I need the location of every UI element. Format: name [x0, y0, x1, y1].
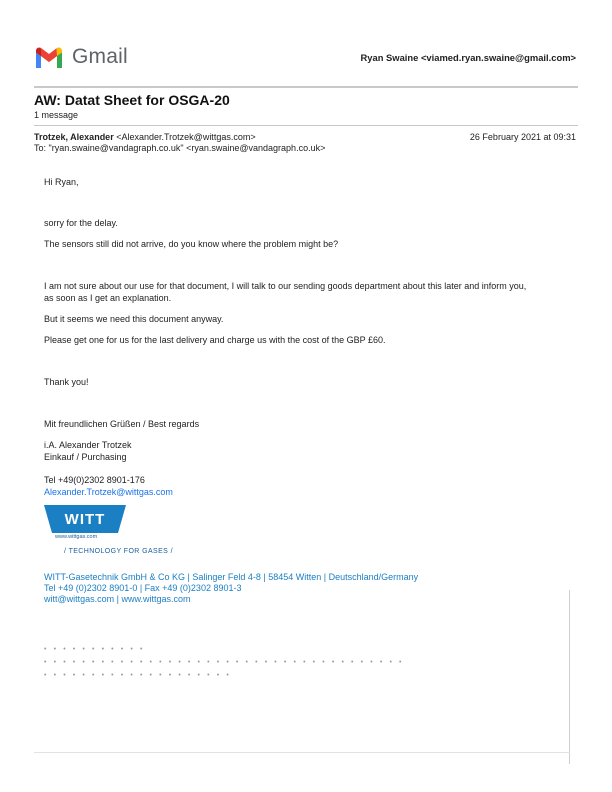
body-paragraph-3-line-1: I am not sure about our use for that document, I will talk to our sending goods department about this later and inform you,	[44, 281, 527, 291]
header-divider	[34, 86, 578, 88]
company-web[interactable]: witt@wittgas.com | www.wittgas.com	[44, 594, 191, 604]
gmail-logo	[34, 44, 128, 70]
regards-line: Mit freundlichen Grüßen / Best regards	[44, 419, 200, 429]
gmail-wordmark: Gmail	[72, 45, 128, 68]
signature-email-link[interactable]: Alexander.Trotzek@wittgas.com	[44, 487, 173, 497]
gmail-m-icon	[34, 46, 64, 68]
body-paragraph-4: But it seems we need this document anyway.	[44, 314, 224, 324]
recipient: To: "ryan.swaine@vandagraph.co.uk" <ryan.swaine@vandagraph.co.uk>	[34, 143, 326, 153]
message-date: 26 February 2021 at 09:31	[469, 132, 576, 142]
thanks-line: Thank you!	[44, 377, 89, 387]
account-label: Ryan Swaine <viamed.ryan.swaine@gmail.com>	[360, 52, 576, 63]
greeting: Hi Ryan,	[44, 177, 79, 187]
bottom-divider	[34, 752, 570, 753]
thread-subject: AW: Datat Sheet for OSGA-20	[34, 92, 230, 108]
sender	[34, 132, 256, 142]
witt-tagline: / TECHNOLOGY FOR GASES /	[64, 548, 173, 555]
sender-email: <Alexander.Trotzek@wittgas.com>	[116, 132, 256, 142]
signature-role: Einkauf / Purchasing	[44, 452, 127, 462]
subject-divider	[34, 125, 578, 126]
body-paragraph-3-line-2: as soon as I get an explanation.	[44, 293, 172, 303]
body-paragraph-2: The sensors still did not arrive, do you know where the problem might be?	[44, 239, 339, 249]
witt-logo-text: WITT	[64, 511, 106, 528]
body-paragraph-5: Please get one for us for the last delivery and charge us with the cost of the GBP £60.	[44, 335, 386, 345]
witt-logo-url: www.wittgas.com	[55, 534, 98, 540]
signature-tel: Tel +49(0)2302 8901-176	[44, 475, 145, 485]
message-count: 1 message	[34, 110, 79, 120]
company-phone-fax: Tel +49 (0)2302 8901-0 | Fax +49 (0)2302 8901-3	[44, 583, 242, 593]
body-paragraph-1: sorry for the delay.	[44, 218, 118, 228]
dot-line-1: • • • • • • • • • • •	[44, 646, 146, 653]
dot-line-3: • • • • • • • • • • • • • • • • • • • •	[44, 672, 232, 679]
company-address: WITT-Gasetechnik GmbH & Co KG | Salinger Feld 4-8 | 58454 Witten | Deutschland/Germany	[44, 572, 419, 582]
dot-line-2: • • • • • • • • • • • • • • • • • • • • • • • • • • • • • • • • • • • • • •	[44, 659, 405, 666]
right-border	[569, 590, 570, 764]
sender-name: Trotzek, Alexander	[34, 132, 114, 142]
signature-name: i.A. Alexander Trotzek	[44, 440, 132, 450]
